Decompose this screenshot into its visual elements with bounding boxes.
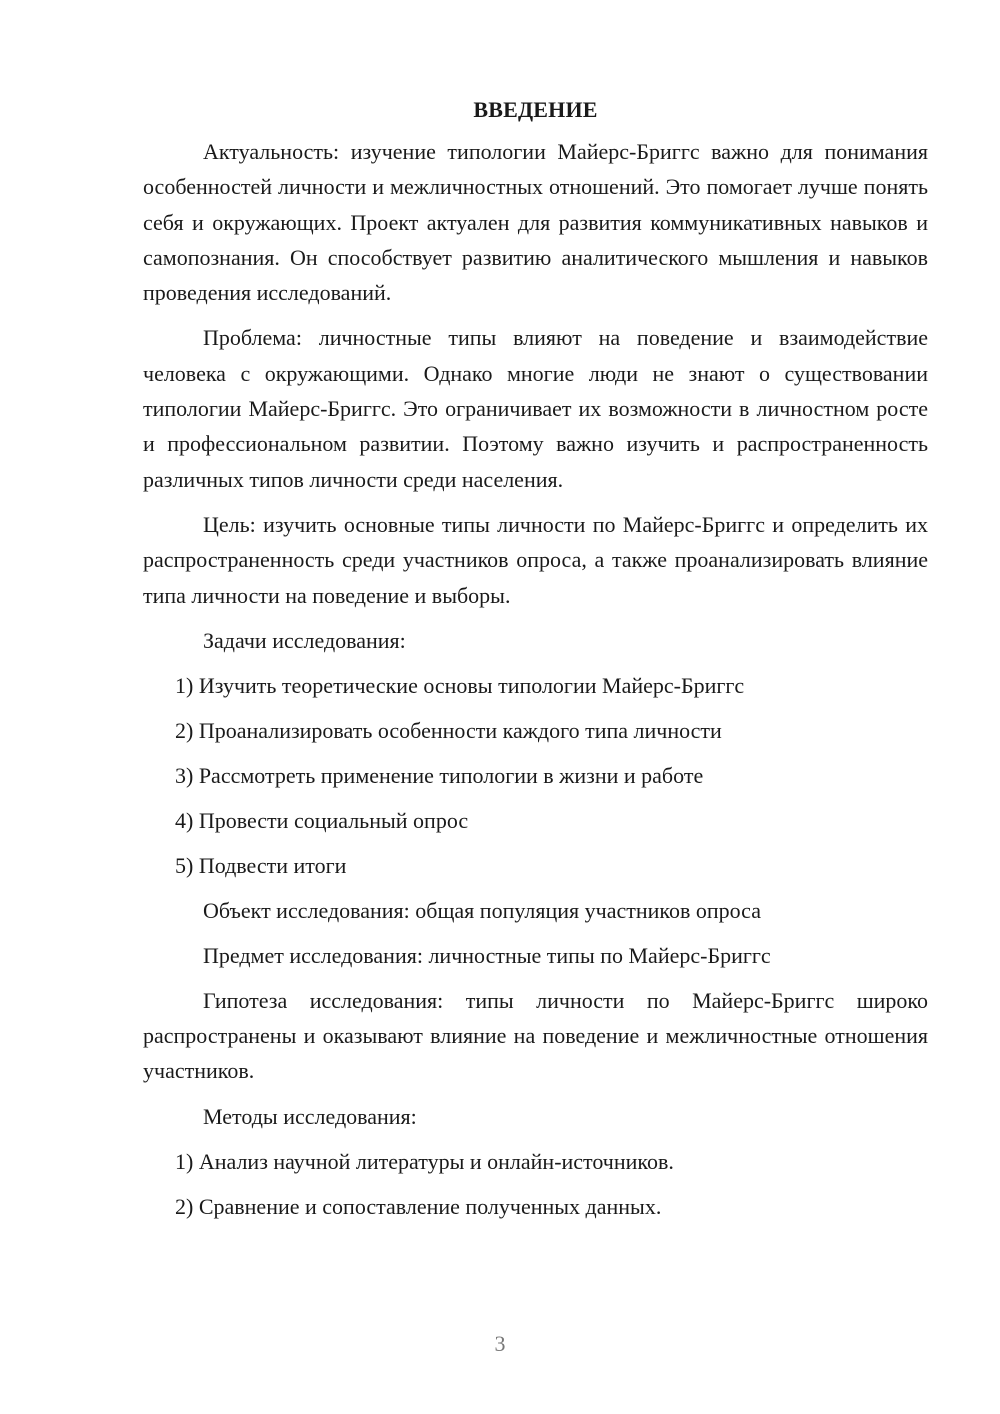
- task-item: 4) Провести социальный опрос: [175, 807, 469, 833]
- tasks-heading: Задачи исследования:: [203, 627, 406, 653]
- paragraph-goal: Цель: изучить основные типы личности по Майерс-Бриггс и определить их распространенность среди участников опроса, а также проанализировать влияние типа личности на поведение и выборы.: [143, 511, 928, 608]
- paragraph-problem: Проблема: личностные типы влияют на поведение и взаимодействие человека с окружающими. Однако многие люди не знают о существовании типологии Майерс-Бриггс. Это ограничивает их возможности в личностном росте и профессиональном развитии. Поэтому важно изучить и распространенность различных типов личности среди населения.: [143, 325, 928, 492]
- research-subject: Предмет исследования: личностные типы по Майерс-Бриггс: [203, 942, 771, 968]
- task-item: 3) Рассмотреть применение типологии в жизни и работе: [175, 762, 704, 788]
- method-item: 2) Сравнение и сопоставление полученных данных.: [175, 1193, 662, 1219]
- page-number: 3: [494, 1331, 506, 1356]
- methods-heading: Методы исследования:: [203, 1103, 417, 1129]
- paragraph-actuality: Актуальность: изучение типологии Майерс-Бриггс важно для понимания особенностей личности и межличностных отношений. Это помогает лучше понять себя и окружающих. Проект актуален для развития коммуникативных навыков и самопознания. Он способствует развитию аналитического мышления и навыков проведения исследований.: [143, 139, 928, 306]
- task-item: 2) Проанализировать особенности каждого типа личности: [175, 717, 722, 743]
- page-title: ВВЕДЕНИЕ: [473, 97, 598, 122]
- task-item: 5) Подвести итоги: [175, 852, 347, 878]
- method-item: 1) Анализ научной литературы и онлайн-источников.: [175, 1148, 674, 1174]
- research-object: Объект исследования: общая популяция участников опроса: [203, 897, 761, 923]
- task-item: 1) Изучить теоретические основы типологии Майерс-Бриггс: [175, 672, 745, 698]
- paragraph-hypothesis: Гипотеза исследования: типы личности по Майерс-Бриггс широко распространены и оказывают влияние на поведение и межличностные отношения участников.: [143, 987, 928, 1084]
- document-page: [143, 92, 928, 1224]
